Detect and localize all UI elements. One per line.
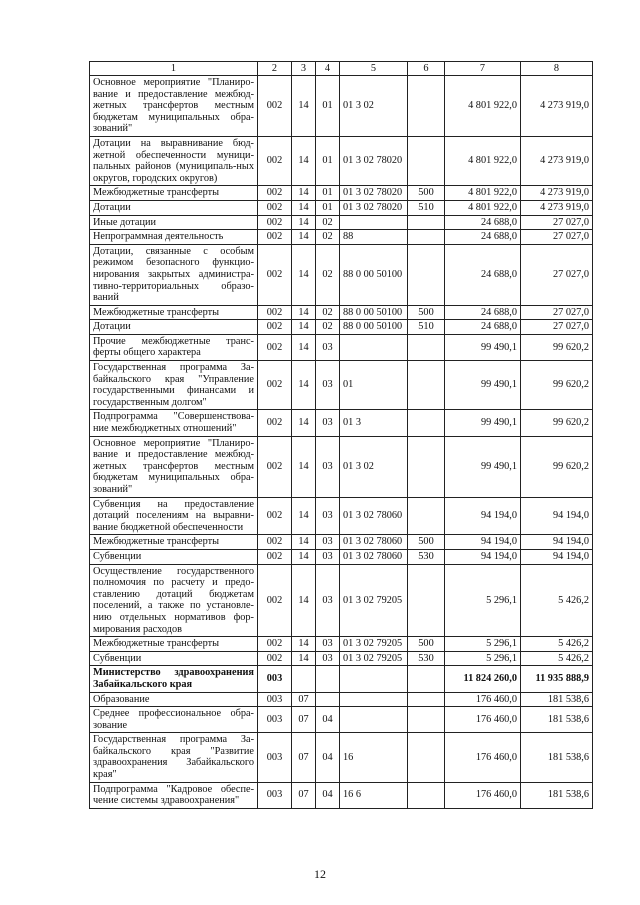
cell-name: Дотации на выравнивание бюд-жетной обеспеченности муници-пальных районов (муниципаль-ных округов, городских округов)	[90, 136, 258, 185]
cell-section: 14	[292, 215, 316, 230]
cell-ministry-code: 003	[258, 707, 292, 733]
cell-section: 14	[292, 361, 316, 410]
cell-section: 07	[292, 692, 316, 707]
cell-section: 14	[292, 334, 316, 360]
cell-amount-year1: 24 688,0	[445, 320, 521, 335]
cell-section: 14	[292, 200, 316, 215]
cell-subsection: 02	[316, 244, 340, 305]
cell-amount-year1: 94 194,0	[445, 497, 521, 535]
cell-section: 14	[292, 76, 316, 137]
cell-amount-year1: 24 688,0	[445, 230, 521, 245]
cell-amount-year1: 5 296,1	[445, 651, 521, 666]
cell-subsection: 03	[316, 637, 340, 652]
cell-expense-type: 500	[408, 305, 445, 320]
column-header-6: 6	[408, 62, 445, 76]
cell-amount-year2: 94 194,0	[521, 549, 593, 564]
cell-target-article: 01 3 02 79205	[340, 637, 408, 652]
cell-ministry-code: 002	[258, 76, 292, 137]
cell-subsection: 03	[316, 564, 340, 637]
cell-amount-year1: 176 460,0	[445, 782, 521, 808]
cell-name: Осуществление государственного полномочия по расчету и предо-ставлению дотаций бюджетам поселений, а также по установле-нию отдельных нормативов фор-мирования расходов	[90, 564, 258, 637]
cell-amount-year2: 181 538,6	[521, 782, 593, 808]
table-row	[90, 334, 593, 360]
cell-ministry-code: 002	[258, 320, 292, 335]
cell-target-article	[340, 215, 408, 230]
cell-expense-type	[408, 76, 445, 137]
cell-amount-year1: 94 194,0	[445, 535, 521, 550]
cell-ministry-code: 002	[258, 186, 292, 201]
cell-ministry-code: 002	[258, 497, 292, 535]
cell-target-article: 01 3 02 78020	[340, 186, 408, 201]
cell-target-article: 88 0 00 50100	[340, 305, 408, 320]
cell-expense-type	[408, 707, 445, 733]
cell-amount-year2: 27 027,0	[521, 320, 593, 335]
cell-section: 07	[292, 707, 316, 733]
table-row	[90, 707, 593, 733]
cell-name: Основное мероприятие "Планиро-вание и предоставление межбюд-жетных трансфертов местным бюджетам муниципальных обра-зований"	[90, 436, 258, 497]
cell-target-article: 01 3 02 78020	[340, 136, 408, 185]
cell-expense-type	[408, 436, 445, 497]
column-header-4: 4	[316, 62, 340, 76]
cell-amount-year2: 181 538,6	[521, 733, 593, 782]
cell-section: 14	[292, 136, 316, 185]
cell-name: Межбюджетные трансферты	[90, 535, 258, 550]
cell-target-article: 88	[340, 230, 408, 245]
cell-subsection: 04	[316, 707, 340, 733]
cell-amount-year2: 181 538,6	[521, 692, 593, 707]
cell-section: 07	[292, 782, 316, 808]
cell-subsection: 03	[316, 410, 340, 436]
cell-expense-type	[408, 666, 445, 692]
cell-ministry-code: 003	[258, 782, 292, 808]
budget-table	[89, 61, 593, 809]
cell-subsection: 03	[316, 361, 340, 410]
table-row	[90, 76, 593, 137]
cell-name: Министерство здравоохранения Забайкальского края	[90, 666, 258, 692]
cell-target-article: 88 0 00 50100	[340, 244, 408, 305]
cell-section: 14	[292, 244, 316, 305]
cell-target-article: 16	[340, 733, 408, 782]
table-row	[90, 320, 593, 335]
header-row	[90, 62, 593, 76]
cell-expense-type: 500	[408, 535, 445, 550]
table-row	[90, 637, 593, 652]
column-header-1: 1	[90, 62, 258, 76]
cell-subsection: 02	[316, 215, 340, 230]
cell-amount-year2: 94 194,0	[521, 497, 593, 535]
cell-subsection: 02	[316, 320, 340, 335]
cell-amount-year1: 4 801 922,0	[445, 136, 521, 185]
cell-amount-year2: 99 620,2	[521, 334, 593, 360]
cell-amount-year1: 99 490,1	[445, 334, 521, 360]
cell-amount-year1: 5 296,1	[445, 637, 521, 652]
table-row	[90, 136, 593, 185]
cell-amount-year2: 99 620,2	[521, 410, 593, 436]
cell-amount-year1: 99 490,1	[445, 410, 521, 436]
cell-amount-year1: 99 490,1	[445, 361, 521, 410]
cell-subsection: 03	[316, 651, 340, 666]
cell-subsection: 01	[316, 76, 340, 137]
cell-target-article	[340, 334, 408, 360]
cell-name: Дотации, связанные с особым режимом безопасного функцио-нирования закрытых администра-тивно-территориальных образо-ваний	[90, 244, 258, 305]
cell-name: Субвенции	[90, 549, 258, 564]
table-row	[90, 410, 593, 436]
cell-section: 07	[292, 733, 316, 782]
cell-expense-type: 530	[408, 651, 445, 666]
table-row	[90, 305, 593, 320]
cell-amount-year2: 4 273 919,0	[521, 136, 593, 185]
table-row	[90, 244, 593, 305]
cell-ministry-code: 002	[258, 410, 292, 436]
table-row	[90, 733, 593, 782]
cell-expense-type: 510	[408, 320, 445, 335]
cell-name: Государственная программа За-байкальского края "Развитие здравоохранения Забайкальского края"	[90, 733, 258, 782]
cell-subsection: 03	[316, 497, 340, 535]
cell-subsection: 03	[316, 436, 340, 497]
cell-amount-year2: 5 426,2	[521, 637, 593, 652]
table-row	[90, 436, 593, 497]
cell-amount-year2: 27 027,0	[521, 215, 593, 230]
cell-name: Межбюджетные трансферты	[90, 637, 258, 652]
cell-amount-year2: 5 426,2	[521, 651, 593, 666]
cell-section	[292, 666, 316, 692]
cell-name: Основное мероприятие "Планиро-вание и предоставление межбюд-жетных трансфертов местным бюджетам муниципальных обра-зований"	[90, 76, 258, 137]
cell-name: Межбюджетные трансферты	[90, 186, 258, 201]
table-row	[90, 186, 593, 201]
cell-ministry-code: 002	[258, 564, 292, 637]
cell-subsection: 02	[316, 305, 340, 320]
cell-section: 14	[292, 320, 316, 335]
cell-target-article	[340, 666, 408, 692]
cell-amount-year2: 99 620,2	[521, 436, 593, 497]
cell-subsection: 03	[316, 549, 340, 564]
cell-section: 14	[292, 549, 316, 564]
cell-expense-type: 510	[408, 200, 445, 215]
cell-name: Образование	[90, 692, 258, 707]
table-row	[90, 651, 593, 666]
cell-amount-year1: 24 688,0	[445, 244, 521, 305]
cell-amount-year2: 4 273 919,0	[521, 186, 593, 201]
cell-name: Иные дотации	[90, 215, 258, 230]
cell-ministry-code: 002	[258, 436, 292, 497]
cell-section: 14	[292, 186, 316, 201]
table-row	[90, 230, 593, 245]
cell-amount-year2: 4 273 919,0	[521, 76, 593, 137]
cell-amount-year1: 176 460,0	[445, 707, 521, 733]
cell-section: 14	[292, 497, 316, 535]
cell-amount-year2: 5 426,2	[521, 564, 593, 637]
cell-amount-year1: 24 688,0	[445, 215, 521, 230]
cell-amount-year2: 94 194,0	[521, 535, 593, 550]
cell-ministry-code: 002	[258, 637, 292, 652]
column-header-7: 7	[445, 62, 521, 76]
cell-subsection: 03	[316, 535, 340, 550]
cell-target-article: 01 3 02 79205	[340, 651, 408, 666]
cell-expense-type	[408, 410, 445, 436]
cell-amount-year1: 176 460,0	[445, 692, 521, 707]
cell-amount-year1: 4 801 922,0	[445, 76, 521, 137]
cell-expense-type: 530	[408, 549, 445, 564]
column-header-2: 2	[258, 62, 292, 76]
table-row	[90, 535, 593, 550]
table-row	[90, 549, 593, 564]
cell-target-article: 01 3 02	[340, 76, 408, 137]
cell-ministry-code: 002	[258, 136, 292, 185]
cell-section: 14	[292, 564, 316, 637]
cell-target-article: 16 6	[340, 782, 408, 808]
cell-section: 14	[292, 410, 316, 436]
column-header-5: 5	[340, 62, 408, 76]
cell-ministry-code: 002	[258, 334, 292, 360]
cell-amount-year1: 4 801 922,0	[445, 200, 521, 215]
cell-ministry-code: 002	[258, 535, 292, 550]
cell-expense-type	[408, 230, 445, 245]
cell-ministry-code: 002	[258, 361, 292, 410]
cell-section: 14	[292, 535, 316, 550]
column-header-8: 8	[521, 62, 593, 76]
cell-ministry-code: 003	[258, 666, 292, 692]
table-row	[90, 215, 593, 230]
table-row	[90, 782, 593, 808]
cell-expense-type	[408, 564, 445, 637]
cell-ministry-code: 002	[258, 200, 292, 215]
cell-subsection: 04	[316, 733, 340, 782]
cell-name: Субвенция на предоставление дотаций поселениям на выравни-вание бюджетной обеспеченности	[90, 497, 258, 535]
cell-subsection	[316, 692, 340, 707]
cell-amount-year1: 94 194,0	[445, 549, 521, 564]
cell-expense-type	[408, 361, 445, 410]
cell-name: Субвенции	[90, 651, 258, 666]
cell-target-article: 01 3 02 78060	[340, 535, 408, 550]
cell-subsection	[316, 666, 340, 692]
cell-section: 14	[292, 305, 316, 320]
cell-section: 14	[292, 651, 316, 666]
cell-amount-year1: 176 460,0	[445, 733, 521, 782]
cell-name: Подпрограмма "Совершенствова-ние межбюджетных отношений"	[90, 410, 258, 436]
cell-name: Подпрограмма "Кадровое обеспе-чение системы здравоохранения"	[90, 782, 258, 808]
cell-expense-type	[408, 692, 445, 707]
cell-section: 14	[292, 637, 316, 652]
cell-expense-type	[408, 782, 445, 808]
cell-target-article	[340, 707, 408, 733]
cell-expense-type	[408, 244, 445, 305]
cell-name: Межбюджетные трансферты	[90, 305, 258, 320]
cell-subsection: 02	[316, 230, 340, 245]
cell-amount-year2: 4 273 919,0	[521, 200, 593, 215]
cell-subsection: 01	[316, 200, 340, 215]
cell-target-article: 01 3 02	[340, 436, 408, 497]
cell-name: Дотации	[90, 320, 258, 335]
column-header-3: 3	[292, 62, 316, 76]
cell-expense-type	[408, 733, 445, 782]
table-body	[90, 76, 593, 809]
cell-subsection: 01	[316, 186, 340, 201]
cell-amount-year2: 27 027,0	[521, 230, 593, 245]
cell-expense-type	[408, 497, 445, 535]
table-row	[90, 361, 593, 410]
page-number: 12	[314, 867, 326, 881]
cell-expense-type: 500	[408, 637, 445, 652]
cell-amount-year1: 24 688,0	[445, 305, 521, 320]
cell-ministry-code: 002	[258, 244, 292, 305]
table-row	[90, 666, 593, 692]
cell-amount-year1: 5 296,1	[445, 564, 521, 637]
cell-target-article: 88 0 00 50100	[340, 320, 408, 335]
table-row	[90, 692, 593, 707]
table-row	[90, 200, 593, 215]
cell-name: Государственная программа За-байкальского края "Управление государственными финансами и государственным долгом"	[90, 361, 258, 410]
cell-target-article: 01 3	[340, 410, 408, 436]
cell-subsection: 01	[316, 136, 340, 185]
cell-target-article: 01 3 02 79205	[340, 564, 408, 637]
cell-expense-type	[408, 334, 445, 360]
cell-ministry-code: 002	[258, 305, 292, 320]
cell-amount-year1: 11 824 260,0	[445, 666, 521, 692]
cell-amount-year2: 11 935 888,9	[521, 666, 593, 692]
cell-ministry-code: 003	[258, 733, 292, 782]
cell-ministry-code: 002	[258, 230, 292, 245]
cell-amount-year1: 4 801 922,0	[445, 186, 521, 201]
cell-section: 14	[292, 230, 316, 245]
cell-expense-type: 500	[408, 186, 445, 201]
cell-name: Среднее профессиональное обра-зование	[90, 707, 258, 733]
cell-ministry-code: 002	[258, 549, 292, 564]
cell-amount-year1: 99 490,1	[445, 436, 521, 497]
cell-target-article: 01 3 02 78020	[340, 200, 408, 215]
cell-target-article	[340, 692, 408, 707]
cell-amount-year2: 181 538,6	[521, 707, 593, 733]
cell-amount-year2: 27 027,0	[521, 305, 593, 320]
cell-target-article: 01 3 02 78060	[340, 549, 408, 564]
cell-expense-type	[408, 136, 445, 185]
cell-expense-type	[408, 215, 445, 230]
table-row	[90, 497, 593, 535]
cell-section: 14	[292, 436, 316, 497]
cell-amount-year2: 27 027,0	[521, 244, 593, 305]
cell-ministry-code: 003	[258, 692, 292, 707]
cell-target-article: 01	[340, 361, 408, 410]
cell-name: Дотации	[90, 200, 258, 215]
cell-subsection: 04	[316, 782, 340, 808]
cell-name: Прочие межбюджетные транс-ферты общего характера	[90, 334, 258, 360]
cell-subsection: 03	[316, 334, 340, 360]
cell-amount-year2: 99 620,2	[521, 361, 593, 410]
cell-target-article: 01 3 02 78060	[340, 497, 408, 535]
cell-ministry-code: 002	[258, 651, 292, 666]
cell-ministry-code: 002	[258, 215, 292, 230]
table-row	[90, 564, 593, 637]
cell-name: Непрограммная деятельность	[90, 230, 258, 245]
